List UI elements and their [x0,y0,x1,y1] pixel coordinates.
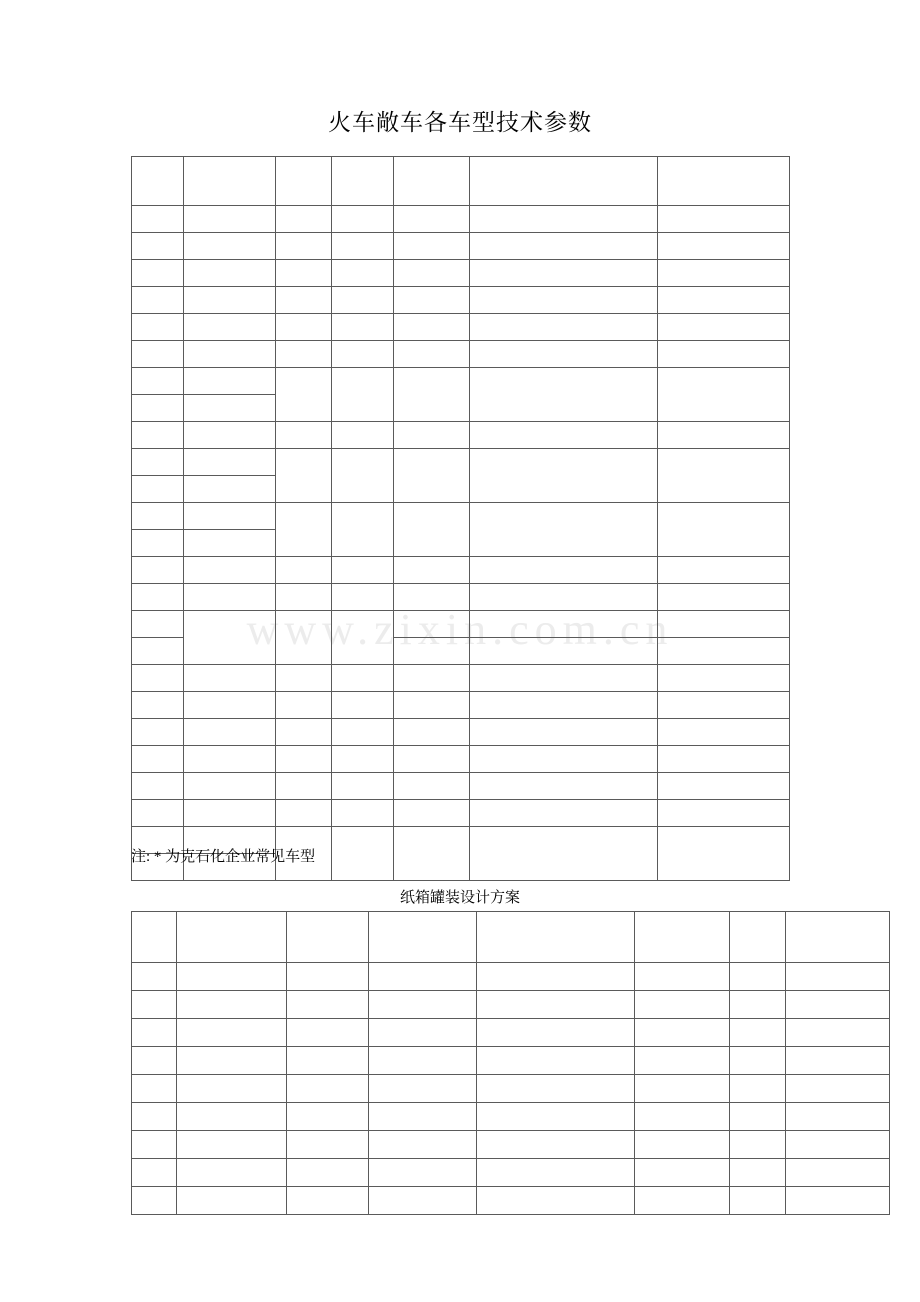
train-cell-no [132,773,184,800]
carton-cell-deformed [477,991,635,1019]
table-row [132,1159,890,1187]
carton-cell-deformed [477,1103,635,1131]
train-cell-load [332,719,394,746]
train-cell-inner [470,692,658,719]
train-cell-no [132,341,184,368]
train-cell-no [132,611,184,638]
train-cell-inner [470,665,658,692]
carton-header-size [177,912,287,963]
train-cell-inner [470,233,658,260]
carton-cell-volume [287,963,369,991]
train-cell-bag [658,827,790,881]
train-cell-no [132,233,184,260]
carton-cell-weight [369,1159,477,1187]
table-row [132,1187,890,1215]
carton-cell-count [635,1075,730,1103]
train-cell-load [332,341,394,368]
train-cell-volume [394,503,470,557]
train-cell-inner [470,746,658,773]
table-row [132,800,790,827]
carton-cell-total-weight [786,991,890,1019]
train-cell-volume [394,368,470,422]
train-cell-tare [276,233,332,260]
train-cell-no [132,422,184,449]
train-cell-load [332,800,394,827]
train-cell-load [332,584,394,611]
carton-cell-unit-weight [730,1019,786,1047]
train-cell-load [332,206,394,233]
carton-cell-unit-weight [730,1131,786,1159]
train-cell-tare [276,584,332,611]
carton-cell-weight [369,991,477,1019]
train-cell-bag [658,719,790,746]
train-cell-no [132,395,184,422]
train-cell-volume [394,827,470,881]
carton-cell-total-weight [786,1187,890,1215]
carton-header-count [635,912,730,963]
carton-cell-no [132,963,177,991]
train-cell-no [132,557,184,584]
carton-header-unit-weight [730,912,786,963]
table-row [132,422,790,449]
table-row [132,692,790,719]
train-cell-bag [658,314,790,341]
table-row [132,341,790,368]
train-cell-bag [658,287,790,314]
train-cell-volume [394,692,470,719]
train-cell-inner [470,611,658,638]
train-cell-volume [394,233,470,260]
table-row [132,1075,890,1103]
train-cell-bag [658,584,790,611]
train-cell-inner [470,503,658,557]
train-cell-inner [470,584,658,611]
table-row [132,1103,890,1131]
carton-cell-deformed [477,963,635,991]
carton-design-table [131,911,890,1215]
carton-cell-unit-weight [730,1187,786,1215]
train-cell-no [132,206,184,233]
table-row [132,584,790,611]
carton-cell-no [132,1047,177,1075]
train-cell-inner [470,287,658,314]
carton-header-total-weight [786,912,890,963]
carton-cell-deformed [477,1047,635,1075]
train-cell-tare [276,449,332,503]
train-cell-tare [276,503,332,557]
train-cell-model [184,476,276,503]
table-row [132,368,790,395]
carton-header-deformed [477,912,635,963]
train-header-volume [394,157,470,206]
train-cell-no [132,800,184,827]
train-cell-inner [470,206,658,233]
train-cell-bag [658,233,790,260]
train-cell-tare [276,692,332,719]
carton-cell-deformed [477,1187,635,1215]
train-cell-tare [276,719,332,746]
train-cell-volume [394,260,470,287]
train-cell-model [184,233,276,260]
carton-cell-weight [369,1047,477,1075]
train-cell-tare [276,368,332,422]
train-cell-load [332,557,394,584]
train-cell-tare [276,422,332,449]
train-cell-model [184,449,276,476]
train-cell-bag [658,449,790,503]
carton-cell-no [132,1159,177,1187]
train-cell-volume [394,422,470,449]
table-row [132,719,790,746]
train-cell-model [184,368,276,395]
table-row [132,1019,890,1047]
train-cell-volume [394,611,470,638]
train-cell-inner [470,260,658,287]
train-cell-bag [658,422,790,449]
train-cell-inner [470,638,658,665]
table-row [132,1047,890,1075]
train-cell-no [132,503,184,530]
train-cell-inner [470,827,658,881]
train-cell-load [332,260,394,287]
train-table-note: 注: * 为克石化企业常见车型 [131,849,316,865]
train-cell-load [332,773,394,800]
train-cell-volume [394,341,470,368]
carton-cell-weight [369,963,477,991]
carton-cell-count [635,963,730,991]
train-cell-tare [276,206,332,233]
table-row [132,773,790,800]
carton-cell-weight [369,1131,477,1159]
table-row [132,206,790,233]
train-specs-table [131,156,790,881]
train-cell-no [132,584,184,611]
train-cell-no [132,530,184,557]
train-cell-model [184,665,276,692]
train-cell-load [332,665,394,692]
train-cell-tare [276,611,332,665]
train-cell-inner [470,341,658,368]
carton-cell-unit-weight [730,1159,786,1187]
train-cell-volume [394,800,470,827]
table-row [132,665,790,692]
train-header-model [184,157,276,206]
train-cell-model [184,746,276,773]
carton-cell-count [635,1019,730,1047]
carton-cell-deformed [477,1131,635,1159]
train-cell-model [184,503,276,530]
carton-cell-size [177,1103,287,1131]
carton-cell-total-weight [786,1047,890,1075]
carton-cell-total-weight [786,1131,890,1159]
train-cell-bag [658,800,790,827]
train-cell-tare [276,773,332,800]
train-cell-load [332,746,394,773]
table-row [132,557,790,584]
train-cell-tare [276,746,332,773]
carton-cell-size [177,1047,287,1075]
carton-cell-no [132,1103,177,1131]
carton-cell-weight [369,1187,477,1215]
train-header-load [332,157,394,206]
train-cell-model [184,314,276,341]
train-cell-load [332,503,394,557]
table-row [132,314,790,341]
carton-cell-total-weight [786,1019,890,1047]
carton-cell-size [177,1075,287,1103]
table-row [132,611,790,638]
carton-header-no [132,912,177,963]
carton-cell-total-weight [786,963,890,991]
carton-cell-size [177,963,287,991]
train-cell-load [332,611,394,665]
train-cell-no [132,638,184,665]
carton-cell-volume [287,1019,369,1047]
carton-table-header-row [132,912,890,963]
train-cell-model [184,530,276,557]
train-cell-bag [658,638,790,665]
carton-cell-size [177,1019,287,1047]
carton-cell-volume [287,1103,369,1131]
train-cell-tare [276,341,332,368]
train-cell-volume [394,449,470,503]
train-cell-model [184,557,276,584]
train-cell-load [332,692,394,719]
train-cell-no [132,287,184,314]
carton-cell-size [177,1159,287,1187]
train-cell-inner [470,422,658,449]
train-cell-inner [470,773,658,800]
train-cell-no [132,692,184,719]
carton-cell-volume [287,1075,369,1103]
train-table-header-row [132,157,790,206]
train-cell-model [184,719,276,746]
train-cell-no [132,476,184,503]
train-cell-volume [394,206,470,233]
page-title: 火车敞车各车型技术参数 [328,110,592,135]
train-cell-bag [658,341,790,368]
carton-cell-count [635,1047,730,1075]
train-cell-model [184,206,276,233]
carton-cell-weight [369,1103,477,1131]
train-cell-inner [470,557,658,584]
train-cell-volume [394,557,470,584]
carton-header-weight [369,912,477,963]
table-row [132,503,790,530]
train-cell-load [332,233,394,260]
train-cell-bag [658,611,790,638]
table-row [132,260,790,287]
train-header-no [132,157,184,206]
train-cell-bag [658,746,790,773]
table-row [132,963,890,991]
train-cell-inner [470,449,658,503]
train-cell-inner [470,314,658,341]
train-cell-load [332,287,394,314]
carton-cell-weight [369,1019,477,1047]
carton-cell-no [132,1131,177,1159]
table-row [132,746,790,773]
train-cell-volume [394,746,470,773]
carton-cell-size [177,1187,287,1215]
table-row [132,1131,890,1159]
carton-cell-weight [369,1075,477,1103]
train-cell-no [132,449,184,476]
carton-cell-no [132,991,177,1019]
train-cell-no [132,260,184,287]
train-cell-model [184,395,276,422]
train-cell-no [132,314,184,341]
train-header-tare [276,157,332,206]
train-cell-model [184,692,276,719]
train-cell-bag [658,692,790,719]
carton-cell-volume [287,1159,369,1187]
train-cell-bag [658,503,790,557]
carton-cell-count [635,1103,730,1131]
carton-cell-count [635,1159,730,1187]
train-cell-volume [394,719,470,746]
carton-cell-count [635,1187,730,1215]
train-cell-volume [394,314,470,341]
carton-cell-deformed [477,1019,635,1047]
train-cell-model [184,422,276,449]
train-cell-no [132,368,184,395]
train-cell-tare [276,314,332,341]
carton-cell-unit-weight [730,991,786,1019]
train-cell-inner [470,719,658,746]
carton-cell-unit-weight [730,1075,786,1103]
train-cell-model [184,287,276,314]
train-cell-load [332,422,394,449]
train-cell-model [184,584,276,611]
table-row [132,233,790,260]
carton-cell-unit-weight [730,963,786,991]
train-cell-bag [658,206,790,233]
train-cell-tare [276,287,332,314]
train-cell-inner [470,800,658,827]
carton-cell-size [177,1131,287,1159]
carton-cell-total-weight [786,1103,890,1131]
carton-cell-volume [287,1047,369,1075]
carton-cell-volume [287,1187,369,1215]
train-cell-bag [658,773,790,800]
train-header-bag [658,157,790,206]
train-cell-bag [658,557,790,584]
watermark: www.zixin.com.cn [246,605,674,654]
train-cell-load [332,449,394,503]
carton-cell-no [132,1187,177,1215]
carton-cell-count [635,991,730,1019]
train-cell-model [184,773,276,800]
train-cell-model [184,260,276,287]
train-cell-load [332,314,394,341]
train-cell-model [184,800,276,827]
carton-cell-no [132,1019,177,1047]
carton-cell-deformed [477,1075,635,1103]
train-cell-tare [276,557,332,584]
train-cell-tare [276,665,332,692]
train-cell-volume [394,773,470,800]
carton-cell-unit-weight [730,1047,786,1075]
carton-cell-unit-weight [730,1103,786,1131]
table-row [132,449,790,476]
train-cell-bag [658,368,790,422]
carton-cell-total-weight [786,1159,890,1187]
train-cell-volume [394,584,470,611]
table-row [132,287,790,314]
train-cell-model [184,341,276,368]
table-row [132,991,890,1019]
train-cell-no [132,719,184,746]
train-cell-inner [470,368,658,422]
carton-cell-no [132,1075,177,1103]
carton-cell-size [177,991,287,1019]
train-cell-no [132,665,184,692]
train-cell-volume [394,287,470,314]
train-cell-bag [658,260,790,287]
carton-cell-count [635,1131,730,1159]
train-cell-tare [276,260,332,287]
carton-header-volume [287,912,369,963]
train-cell-volume [394,665,470,692]
carton-section-title: 纸箱罐装设计方案 [399,890,520,906]
carton-cell-volume [287,991,369,1019]
train-cell-bag [658,665,790,692]
train-cell-volume [394,638,470,665]
train-cell-no [132,746,184,773]
train-cell-load [332,368,394,422]
train-cell-tare [276,800,332,827]
carton-cell-total-weight [786,1075,890,1103]
train-header-inner [470,157,658,206]
carton-cell-volume [287,1131,369,1159]
train-cell-model [184,611,276,665]
train-cell-load [332,827,394,881]
carton-cell-deformed [477,1159,635,1187]
